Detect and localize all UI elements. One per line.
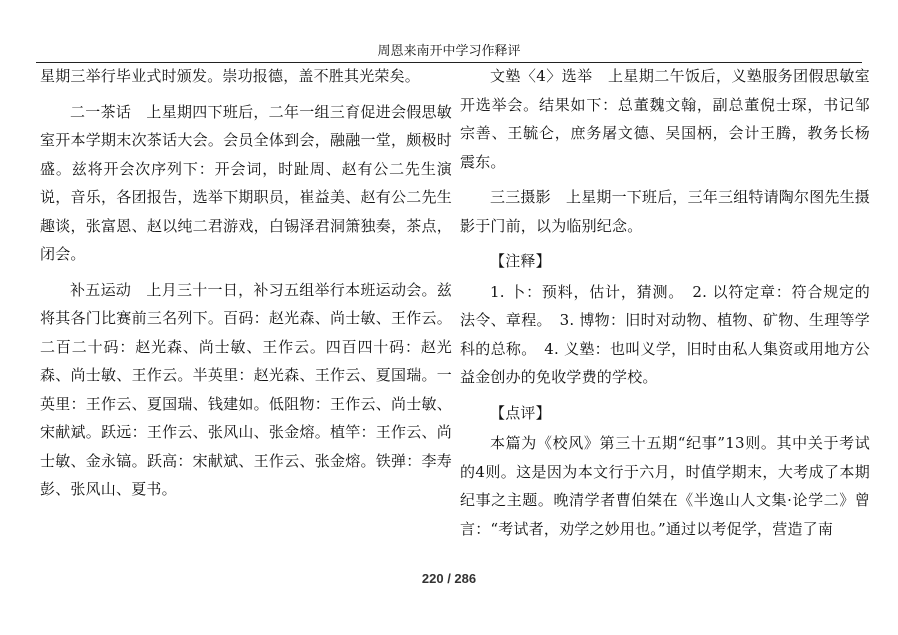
right-column bbox=[460, 62, 870, 550]
paragraph-photo: 三三摄影 上星期一下班后，三年三组特请陶尔图先生摄影于门前，以为临别纪念。 bbox=[460, 188, 871, 235]
paragraph-graduation-continued: 星期三举行毕业式时颁发。崇功报德，盖不胜其光荣矣。 bbox=[40, 67, 421, 85]
paragraph-sports-meet: 补五运动 上月三十一日，补习五组举行本班运动会。兹将其各门比赛前三名列下。百码：赵光森、尚士敏、王作云。二百二十码：赵光森、尚士敏、王作云。四百四十码：赵光森、尚士敏、王作云。半英里：赵光森、王作云、夏国瑞。一英里：王作云、夏国瑞、钱建如。低阻物：王作云、尚士敏、宋献斌。跃远：王作云、张风山、张金熔。植竿：王作云、尚士敏、金永镐。跃高：宋献斌、王作云、张金熔。铁弹：李寿彭、张风山、夏书。 bbox=[40, 280, 452, 498]
notes-heading: 【注释】 bbox=[490, 252, 551, 270]
paragraph-tea-party: 二一茶话 上星期四下班后，二年一组三育促进会假思敏室开本学期末次茶话大会。会员全体到会，融融一堂，颇极时盛。兹将开会次序列下：开会词，时趾周、赵有公二先生演说，音乐，各团报告，选举下期职员，崔益美、赵有公二先生趣谈，张富恩、赵以纯二君游戏，白锡泽君洞箫独奏，茶点，闭会。 bbox=[40, 102, 452, 263]
page-number: 220 / 286 bbox=[421, 571, 477, 586]
notes-text: 1. 卜：预料，估计，猜测。 2. 以符定章：符合规定的法令、章程。 3. 博物：旧时对动物、植物、矿物、生理等学科的总称。 4. 义塾：也叫义学，旧时由私人集资或用地方公益金创办的免收学费的学校。 bbox=[460, 282, 870, 386]
page-header-title: 周恩来南开中学习作释评 bbox=[377, 44, 521, 59]
left-column bbox=[40, 62, 452, 511]
comment-text: 本篇为《校风》第三十五期“纪事”13则。其中关于考试的4则。这是因为本文行于六月，时值学期末，大考成了本期纪事之主题。晚清学者曹伯桀在《半逸山人文集·论学二》曾言：“考试者，劝学之妙用也。”通过以考促学，营造了南 bbox=[460, 434, 870, 538]
paragraph-election: 文塾〈4〉选举 上星期二午饭后，义塾服务团假思敏室开选举会。结果如下：总董魏文翰，副总董倪士琛，书记邹宗善、王毓仑，庶务屠文德、吴国柄，会计王腾，教务长杨震东。 bbox=[460, 67, 870, 171]
comment-heading: 【点评】 bbox=[490, 403, 551, 422]
